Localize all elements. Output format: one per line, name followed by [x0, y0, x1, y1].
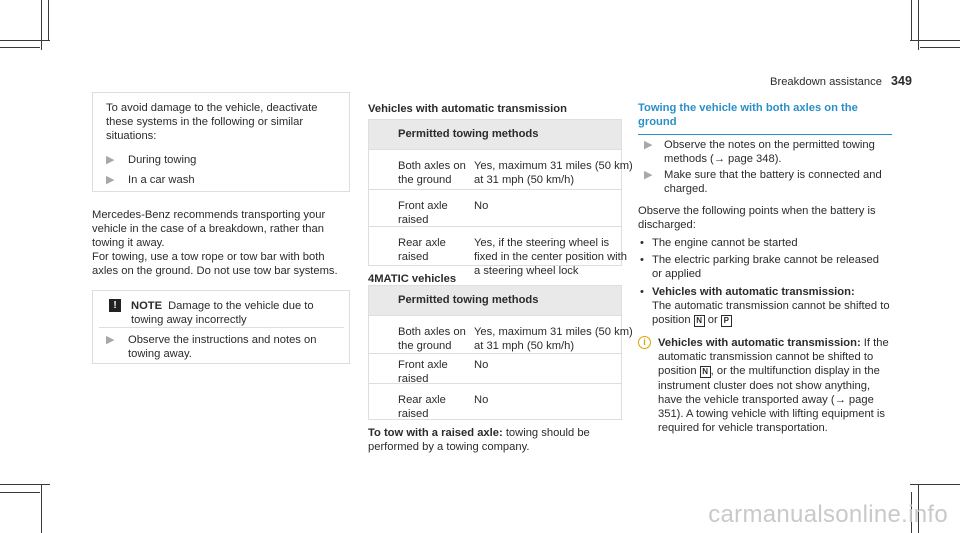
section-title: Breakdown assistance	[770, 76, 882, 88]
note-action: ▶ Observe the instructions and notes on towing away.	[106, 334, 317, 361]
section-heading: Towing the vehicle with both axles on the ground	[638, 101, 892, 135]
play-icon: ▶	[644, 169, 653, 181]
gear-p-key: P	[721, 315, 732, 327]
step: ▶ Make sure that the battery is connected and charged.	[644, 169, 882, 196]
crop-mark	[48, 0, 49, 40]
section-heading: Vehicles with automatic transmission	[368, 103, 567, 115]
page-header	[770, 74, 912, 89]
note-label: NOTE	[131, 300, 163, 312]
notice-item: ▶ During towing	[106, 154, 197, 166]
warning-icon: !	[109, 299, 121, 312]
towing-table-4matic	[368, 285, 633, 421]
crop-mark	[0, 492, 40, 493]
play-icon: ▶	[644, 139, 653, 151]
paragraph: Mercedes-Benz recommends transporting your vehicle in the case of a breakdown, rather than towing it away.	[92, 209, 326, 250]
table-row: Both axles on the ground Yes, maximum 31 miles (50 km) at 31 mph (50 km/h)	[369, 149, 621, 189]
table-row: Front axle raised No	[369, 189, 621, 226]
step: ▶ Observe the notes on the permitted towing methods (→ page 348).	[644, 139, 875, 166]
list-item: • The electric parking brake cannot be released or applied	[638, 253, 892, 281]
paragraph: For towing, use a tow rope or tow bar with both axles on the ground. Do not use tow bar systems.	[92, 251, 338, 278]
paragraph: Observe the following points when the battery is discharged:	[638, 205, 876, 232]
table-row: Rear axle raised Yes, if the steering wheel is fixed in the center position with a steering wheel lock	[369, 226, 621, 263]
table-row: Front axle raised No	[369, 353, 621, 383]
table-header: Permitted towing methods	[369, 120, 621, 149]
gear-n-key: N	[700, 366, 711, 378]
crop-mark	[0, 47, 40, 48]
notice-item: ▶ In a car wash	[106, 174, 195, 186]
note-text: Damage to the vehicle due to towing away incorrectly	[131, 300, 314, 327]
crop-mark	[0, 40, 50, 41]
play-icon: ▶	[106, 154, 115, 166]
crop-mark	[918, 0, 919, 50]
play-icon: ▶	[106, 174, 115, 186]
note-header	[99, 297, 344, 328]
bullet-list	[638, 236, 892, 327]
crop-mark	[0, 484, 50, 485]
note-box	[92, 290, 350, 364]
crop-mark	[41, 484, 42, 533]
watermark: carmanualsonline.info	[708, 501, 948, 528]
crop-mark	[911, 0, 912, 40]
info-icon: i	[638, 336, 651, 349]
page-number: 349	[891, 74, 912, 88]
gear-n-key: N	[694, 315, 705, 327]
play-icon: ▶	[106, 334, 115, 346]
section-heading: 4MATIC vehicles	[368, 273, 457, 285]
info-block: i Vehicles with automatic transmission: If the automatic transmission cannot be shifted to position N , or the multifunction display in the instrument cluster does not show anything, have the vehicle transported away (→ page 351). A towing vehicle with lifting equipment is required for vehicle transportation.	[638, 336, 892, 435]
list-item: • The engine cannot be started	[638, 236, 892, 250]
paragraph: To tow with a raised axle: towing should be performed by a towing company.	[368, 427, 590, 454]
notice-box	[92, 92, 350, 192]
list-item: • Vehicles with automatic transmission: The automatic transmission cannot be shifted to position N or P	[638, 285, 892, 328]
notice-text: To avoid damage to the vehicle, deactivate these systems in the following or similar situations:	[106, 102, 318, 143]
crop-mark	[41, 0, 42, 50]
table-row: Rear axle raised No	[369, 383, 621, 417]
table-header: Permitted towing methods	[369, 286, 621, 315]
table-row: Both axles on the ground Yes, maximum 31 miles (50 km) at 31 mph (50 km/h)	[369, 315, 621, 353]
crop-mark	[920, 47, 960, 48]
towing-table-automatic	[368, 119, 633, 278]
